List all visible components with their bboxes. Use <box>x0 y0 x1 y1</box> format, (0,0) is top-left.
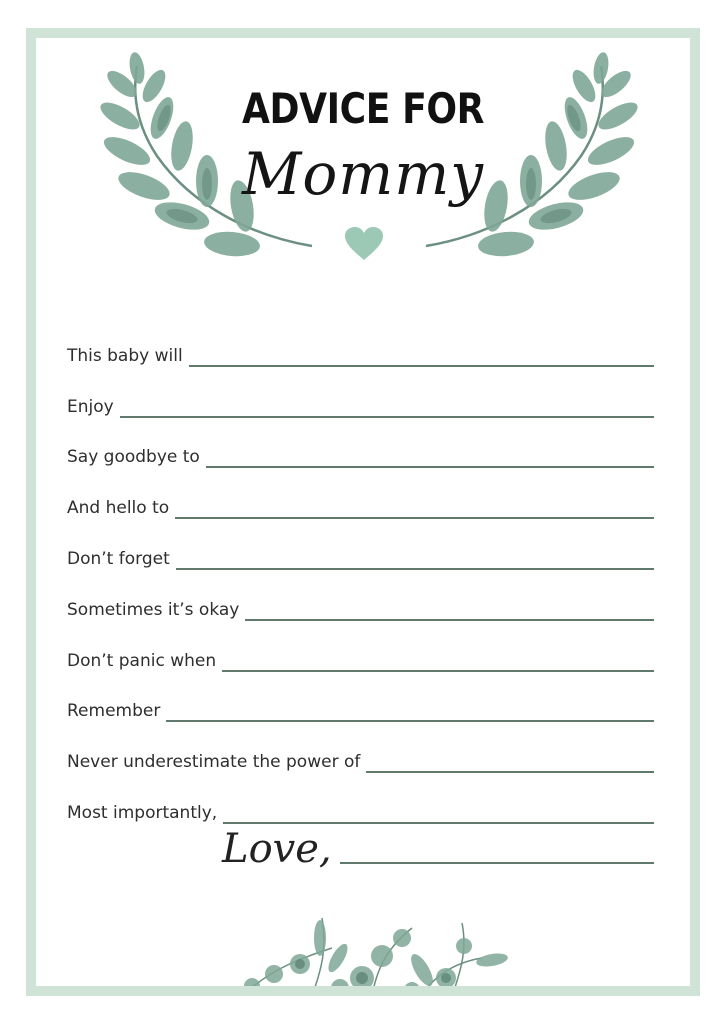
prompt-label: And hello to <box>67 498 170 519</box>
eucalyptus-greenery <box>212 908 522 996</box>
advice-line[interactable] <box>67 572 654 623</box>
write-line[interactable] <box>176 568 654 570</box>
write-line[interactable] <box>245 619 654 621</box>
advice-line[interactable] <box>67 623 654 674</box>
signoff-label: Love, <box>222 826 332 872</box>
prompt-label: Never underestimate the power of <box>67 752 361 773</box>
advice-line[interactable] <box>67 521 654 572</box>
prompt-label: Remember <box>67 701 161 722</box>
write-line[interactable] <box>189 365 654 367</box>
advice-lines <box>67 318 654 826</box>
title-advice-for: ADVICE FOR <box>242 84 484 133</box>
write-line[interactable] <box>175 517 654 519</box>
advice-line[interactable] <box>67 724 654 775</box>
write-line[interactable] <box>366 771 654 773</box>
advice-line[interactable] <box>67 674 654 725</box>
prompt-label: This baby will <box>67 345 183 366</box>
title-mommy: Mommy <box>241 140 485 208</box>
write-line[interactable] <box>222 670 654 672</box>
write-line[interactable] <box>166 720 654 722</box>
prompt-label: Don’t forget <box>67 548 170 569</box>
advice-line[interactable] <box>67 318 654 369</box>
prompt-label: Enjoy <box>67 396 114 417</box>
advice-card <box>26 28 700 996</box>
write-line[interactable] <box>206 466 654 468</box>
advice-line[interactable] <box>67 369 654 420</box>
advice-line[interactable] <box>67 775 654 826</box>
signature-line[interactable] <box>340 862 654 864</box>
signoff-line[interactable] <box>222 824 654 874</box>
advice-line[interactable] <box>67 470 654 521</box>
prompt-label: Don’t panic when <box>67 650 217 671</box>
prompt-label: Most importantly, <box>67 802 218 823</box>
write-line[interactable] <box>120 416 654 418</box>
advice-line[interactable] <box>67 420 654 471</box>
prompt-label: Say goodbye to <box>67 447 200 468</box>
prompt-label: Sometimes it’s okay <box>67 599 240 620</box>
heart-icon <box>344 226 384 262</box>
